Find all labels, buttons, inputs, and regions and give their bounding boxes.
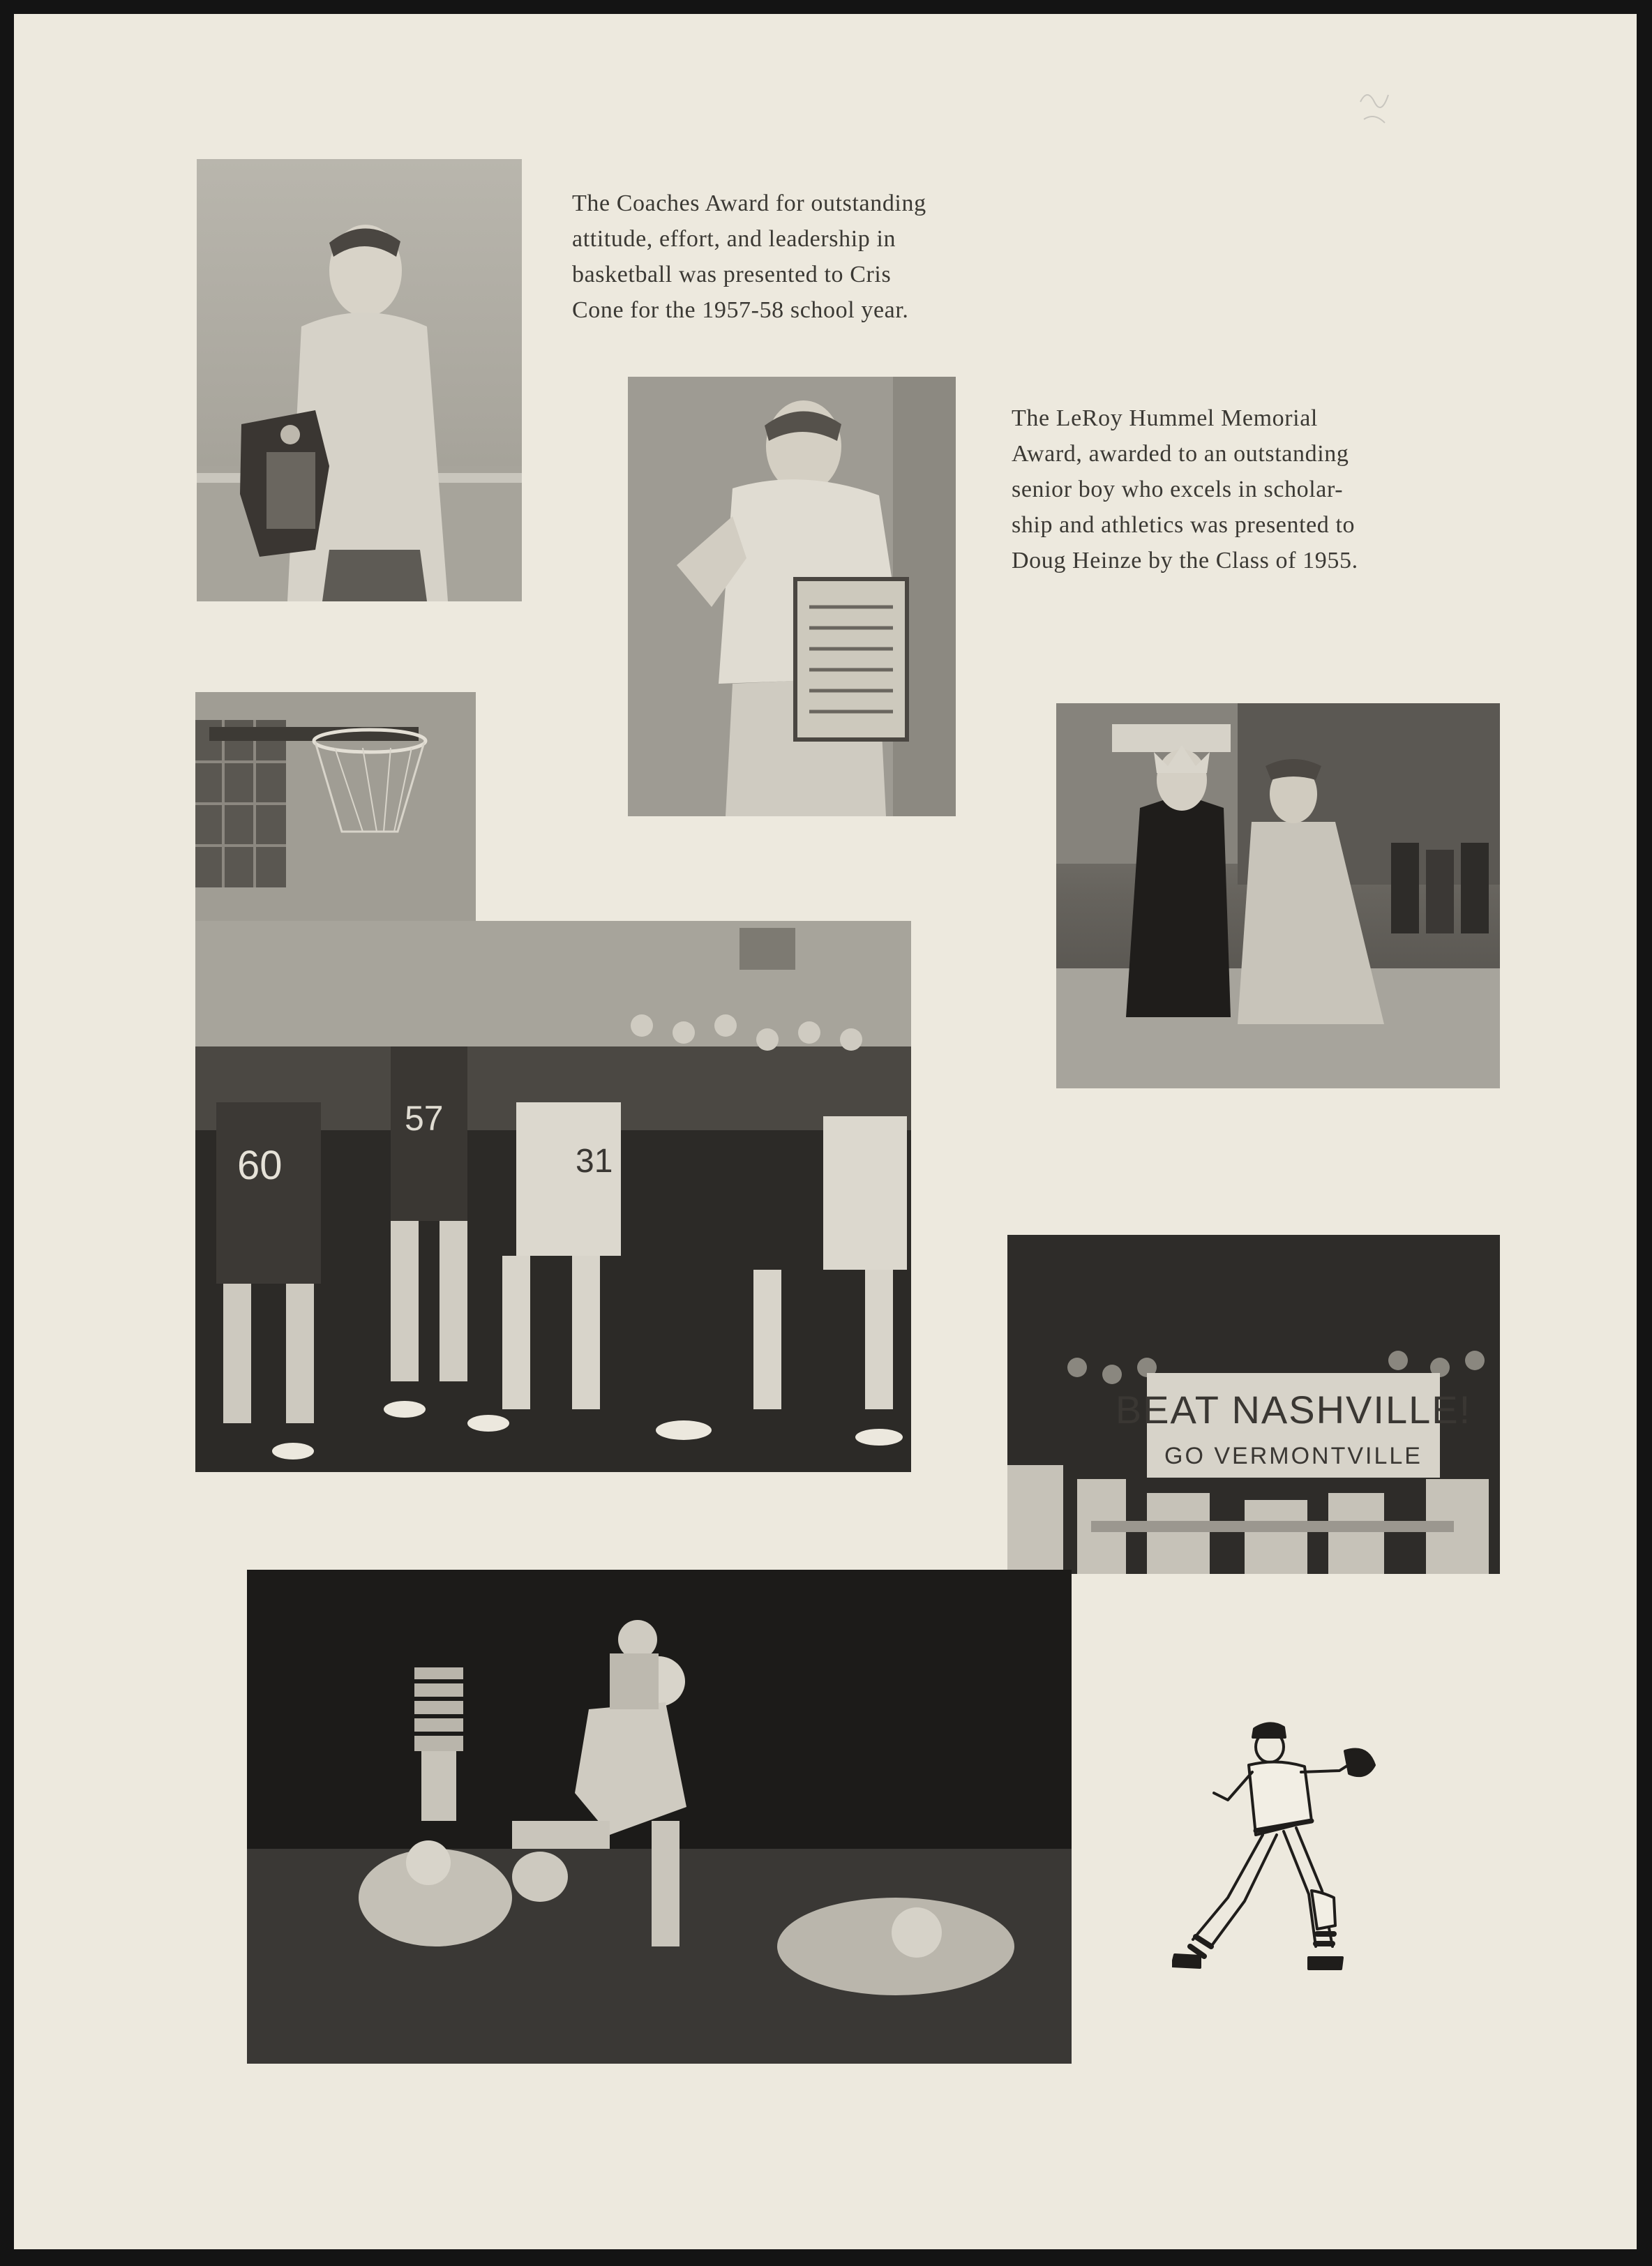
yearbook-page [14,14,1637,2249]
jersey-number-31: 31 [576,1143,613,1180]
hummel-award-photo [628,377,956,816]
coaches-award-photo [197,159,522,601]
pencil-mark [1353,81,1395,130]
basketball-hoop-photo [195,692,476,929]
baseball-pitcher-illustration [1172,1716,1381,1981]
banner-line-2: GO VERMONTVILLE [1164,1443,1422,1469]
homecoming-royalty-photo [1056,703,1500,1088]
hummel-award-caption: The LeRoy Hummel Memorial Award, awarded to an outstanding senior boy who excels in scholar- ship and athletics was presented to Doug Heinze by the Class of 1955. [1012,405,1358,573]
football-game-photo [247,1570,1072,2064]
basketball-game-photo [195,921,911,1472]
jersey-number-60: 60 [237,1143,283,1188]
jersey-number-57: 57 [405,1099,444,1138]
banner-line-1: BEAT NASHVILLE! [1115,1388,1472,1432]
coaches-award-caption: The Coaches Award for outstanding attitude, effort, and leadership in basketball was presented to Cris Cone for the 1957-58 school year. [572,190,926,323]
pep-rally-photo [1007,1235,1500,1574]
